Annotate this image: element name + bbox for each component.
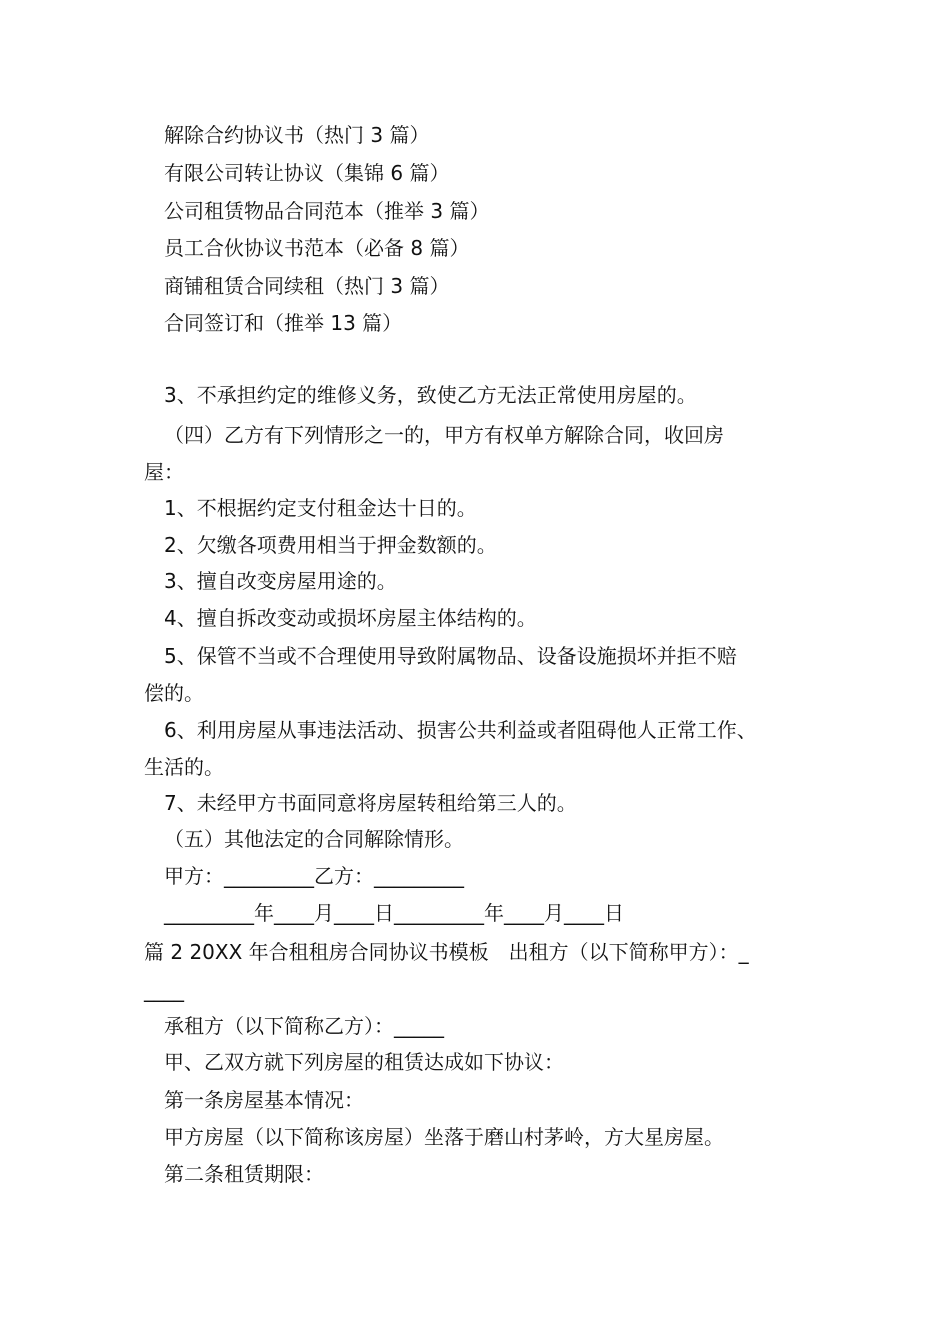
body-paragraph: 第二条租赁期限： — [164, 1162, 324, 1186]
body-paragraph: 第一条房屋基本情况： — [164, 1088, 364, 1112]
body-paragraph: 3、不承担约定的维修义务，致使乙方无法正常使用房屋的。 — [164, 383, 697, 407]
related-list-item: 解除合约协议书（热门 3 篇） — [164, 123, 430, 147]
date-line: _________年____月____日_________年____月____日 — [164, 901, 624, 925]
body-paragraph: 甲方房屋（以下简称该房屋）坐落于磨山村茅岭，方大星房屋。 — [164, 1125, 724, 1149]
body-paragraph: （五）其他法定的合同解除情形。 — [164, 827, 464, 851]
body-paragraph: 承租方（以下简称乙方）：_____ — [164, 1014, 444, 1038]
signature-line: 甲方：_________乙方：_________ — [164, 864, 464, 888]
section-heading: 篇 2 20XX 年合租租房合同协议书模板 出租方（以下简称甲方）：_ — [144, 940, 749, 964]
body-paragraph: 屋： — [144, 460, 184, 484]
body-paragraph: 甲、乙双方就下列房屋的租赁达成如下协议： — [164, 1050, 564, 1074]
body-paragraph: （四）乙方有下列情形之一的，甲方有权单方解除合同，收回房 — [164, 423, 724, 447]
body-paragraph: 4、擅自拆改变动或损坏房屋主体结构的。 — [164, 606, 537, 630]
related-list-item: 有限公司转让协议（集锦 6 篇） — [164, 161, 450, 185]
body-paragraph: 偿的。 — [144, 681, 204, 705]
body-paragraph: 6、利用房屋从事违法活动、损害公共利益或者阻碍他人正常工作、 — [164, 718, 757, 742]
body-paragraph: 3、擅自改变房屋用途的。 — [164, 569, 397, 593]
related-list-item: 公司租赁物品合同范本（推举 3 篇） — [164, 199, 490, 223]
related-list-item: 员工合伙协议书范本（必备 8 篇） — [164, 236, 470, 260]
body-paragraph: 2、欠缴各项费用相当于押金数额的。 — [164, 533, 497, 557]
related-list-item: 合同签订和（推举 13 篇） — [164, 311, 403, 335]
body-paragraph: ____ — [144, 978, 184, 1002]
related-list-item: 商铺租赁合同续租（热门 3 篇） — [164, 274, 450, 298]
body-paragraph: 7、未经甲方书面同意将房屋转租给第三人的。 — [164, 791, 577, 815]
body-paragraph: 生活的。 — [144, 755, 224, 779]
body-paragraph: 1、不根据约定支付租金达十日的。 — [164, 496, 477, 520]
body-paragraph: 5、保管不当或不合理使用导致附属物品、设备设施损坏并拒不赔 — [164, 644, 737, 668]
